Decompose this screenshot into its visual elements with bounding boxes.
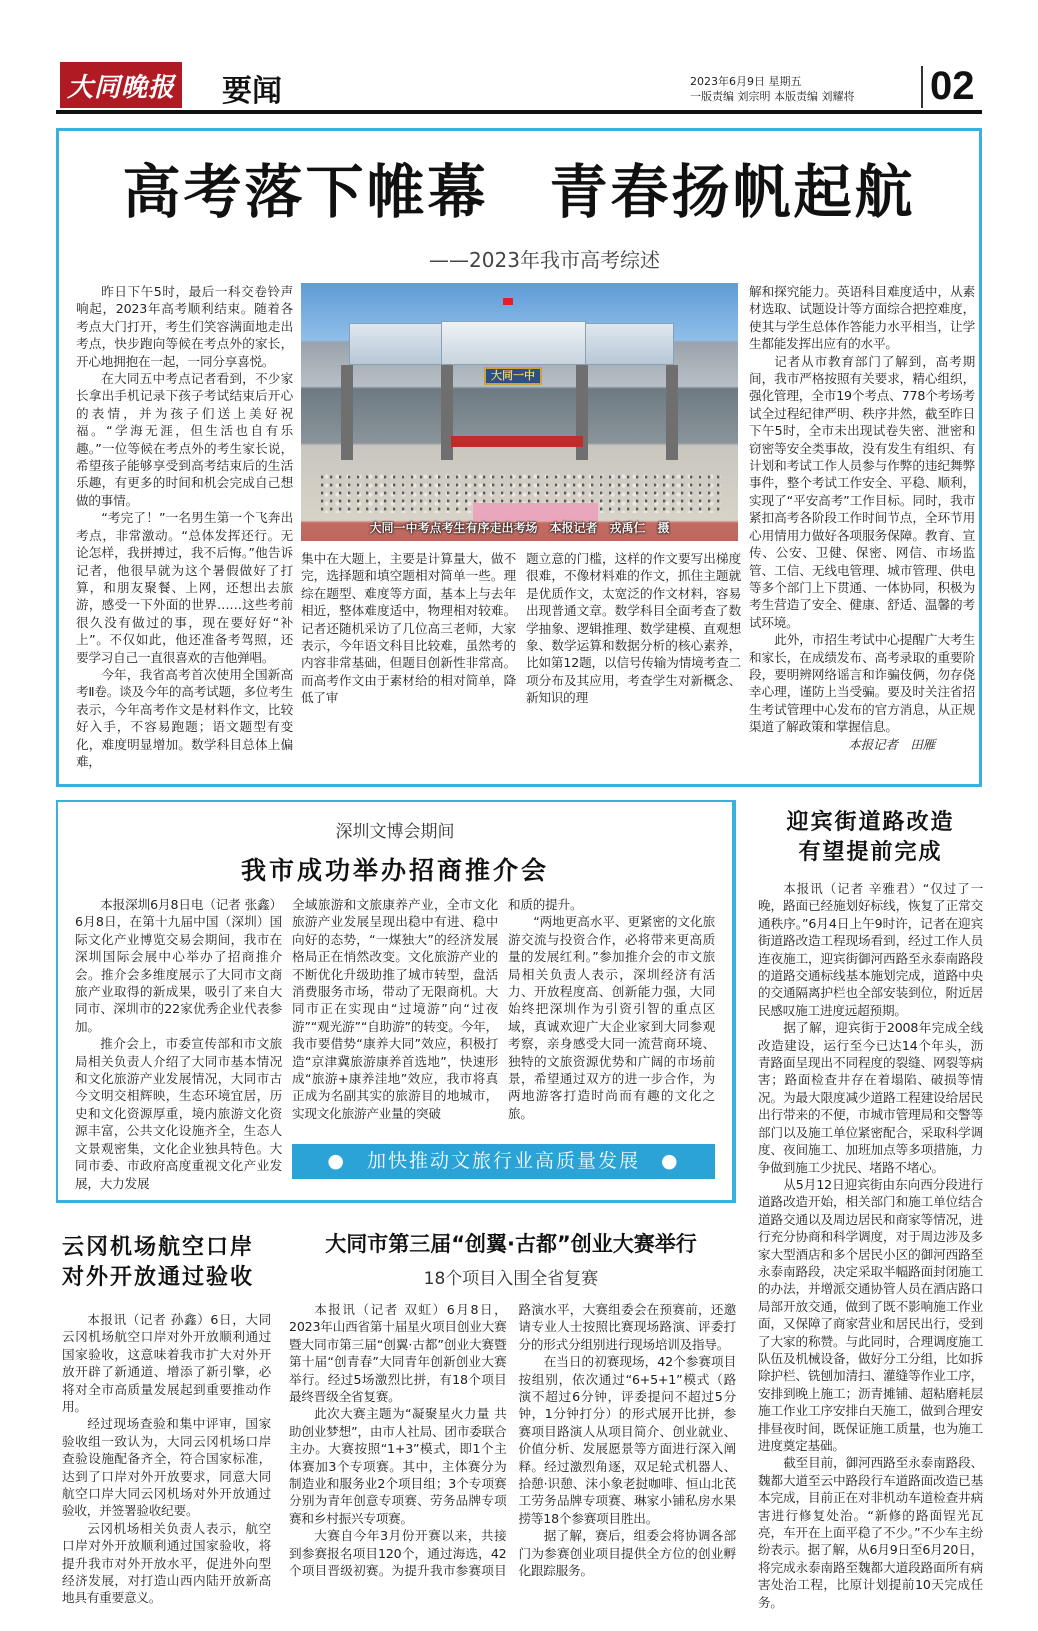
road-headline-line-1: 迎宾街道路改造 bbox=[786, 810, 955, 835]
red-banner bbox=[451, 436, 583, 447]
shenzhen-column-3 bbox=[508, 896, 715, 1122]
airport-headline-line-1: 云冈机场航空口岸 bbox=[62, 1234, 255, 1260]
editors: 一版责编 刘宗明 本版责编 刘耀将 bbox=[690, 90, 855, 103]
paragraph: 解和探究能力。英语科目难度适中，从素材选取、试题设计等方面综合把控难度，使其与学生总体作答能力水平相当，让学生都能发挥出应有的水平。 bbox=[749, 284, 975, 352]
airport-article-body bbox=[62, 1311, 271, 1607]
issue-date: 2023年6月9日 星期五 bbox=[690, 75, 802, 88]
paragraph: 今年，我省高考首次使用全国新高考Ⅱ卷。谈及今年的高考试题，多位考生表示，今年高考作文是材料作文，比较好入手，不容易跑题；语文题型有变化，难度明显增加。数学科目总体上偏难， bbox=[76, 666, 293, 769]
lead-subheadline: ——2023年我市高考综述 bbox=[429, 248, 660, 272]
contest-headline: 大同市第三届“创翼·古都”创业大赛举行 bbox=[325, 1231, 697, 1256]
paragraph: 据了解，迎宾街于2008年完成全线改造建设，运行至今已达14个年头，沥青路面呈现出不同程度的裂缝、网裂等病害；路面检查井存在着塌陷、破损等情况。为最大限度减少道路工程建设给居民出行带来的不便，市城市管理局和交警等部门以及施工单位紧密配合，采取科学调度、夜间施工、加班加点等多项措施，力争做到施工少扰民、堵路不堵心。 bbox=[758, 1020, 983, 1175]
paragraph: 从5月12日迎宾街由东向西分段进行道路改造开始，相关部门和施工单位结合道路交通以及周边居民和商家等情况，进行充分协商和科学调度，对于周边涉及多家大型酒店和多个居民小区的御河西路至永泰南路段，决定采取半幅路面封闭施工的办法，并增派交通协管人员在酒店路口局部开放交通，做到了既不影响施工作业面，又保障了商家营业和居民出行，受到了大家的称赞。与此同时，合理调度施工队伍及机械设备，做好分工分组，比如拆除护栏、铣刨加清扫、灌缝等作业工序，安排到晚上施工；沥青摊铺、超粘磨耗层施工作业工序安排白天施工，做到合理安排昼夜时间，既保证施工质量，也为施工进度奠定基础。 bbox=[758, 1176, 983, 1453]
byline: 本报记者 田雁 bbox=[848, 736, 935, 752]
newspaper-logo: 大同晚报 bbox=[60, 62, 182, 108]
paragraph: 记者从市教育部门了解到，高考期间，我市严格按照有关要求，精心组织，强化管理，全市19个考点、778个考场考试全过程纪律严明、秩序井然，截至昨日下午5时，全市未出现试卷失密、泄密和窃密等安全类事故，没有发生有组织、有计划和考试工作人员参与作弊的违纪舞弊事件，整个考试工作安全、平稳、顺利，实现了“平安高考”工作目标。同时，我市紧扣高考各阶段工作时间节点，全环节用心用情用力做好各项服务保障。教育、宣传、公安、卫健、保密、网信、市场监管、工信、无线电管理、城市管理、供电等多个部门上下贯通、一体协同，积极为考生营造了安全、健康、舒适、温馨的考试环境。 bbox=[749, 353, 975, 630]
paragraph: 本报讯（记者 辛雅君）“仅过了一晚，路面已经施划好标线，恢复了正常交通秩序。”6月4日上午9时许，记者在迎宾街道路改造工程现场看到，经过工作人员连夜施工，迎宾街御河西路至永泰南路段的道路交通标线基本施划完成，道路中央的交通隔离护栏也全部安装到位，附近居民感叹施工进度远超预期。 bbox=[758, 881, 983, 1018]
gate-pillar bbox=[666, 365, 678, 460]
paragraph: 截至目前，御河西路至永泰南路段、魏都大道至云中路段行车道路面改造已基本完成，目前正在对非机动车道检查井病害进行修复处治。“新修的路面锃光瓦亮，车开在上面平稳了不少。”不少车主纷纷表示。据了解，从6月9日至6月20日，将完成永泰南路至魏都大道段路面所有病害处治工程，比原计划提前10天完成任务。 bbox=[758, 1455, 983, 1610]
shenzhen-kicker: 深圳文博会期间 bbox=[335, 822, 455, 842]
gate-pillar bbox=[341, 365, 353, 460]
lead-middle-columns bbox=[301, 550, 741, 707]
paragraph: 昨日下午5时，最后一科交卷铃声响起，2023年高考顺利结束。随着各考点大门打开，考生们笑容满面地走出考点，快步跑向等候在考点外的家长，开心地拥抱在一起，一同分享喜悦。 bbox=[76, 284, 293, 369]
lead-column-2 bbox=[301, 550, 516, 707]
paragraph: 本报深圳6月8日电（记者 张鑫）6月8日，在第十九届中国（深圳）国际文化产业博览交易会期间，我市在深圳国际会展中心举办了招商推介会。推介会多维度展示了大同市文商旅产业取得的新成果，吸引了来自大同市、深圳市的22家优秀企业代表参加。 bbox=[75, 897, 282, 1034]
paragraph: 此外，市招生考试中心提醒广大考生和家长，在成绩发布、高考录取的重要阶段，要明辨网络谣言和诈骗伎俩，勿存侥幸心理，谨防上当受骗。要及时关注省招生考试管理中心发布的官方消息，从正规渠道了解政策和掌握信息。 bbox=[749, 632, 975, 735]
contest-article bbox=[286, 1233, 736, 1580]
lower-left bbox=[56, 800, 736, 1607]
section-title: 要闻 bbox=[222, 74, 282, 109]
road-article-body bbox=[758, 880, 983, 1611]
flag bbox=[503, 298, 513, 305]
contest-subheadline: 18个项目入围全省复赛 bbox=[423, 1268, 599, 1289]
paragraph: 在当日的初赛现场，42个参赛项目按组别，依次通过“6+5+1”模式（路演不超过6分钟，评委提问不超过5分钟，1分钟打分）的形式展开比拼，参赛项目路演人从项目简介、创业就业、价值分析、发展愿景等方面进行深入阐释。经过激烈角逐，双足轮式机器人、拾憩·识憩、沫小象老挝咖啡、恒山北芪工劳务品牌专项赛、琳家小铺私房水果捞等18个参赛项目胜出。 bbox=[518, 1354, 736, 1526]
airport-article bbox=[56, 1233, 271, 1607]
lead-photo bbox=[301, 283, 738, 541]
issue-meta bbox=[690, 74, 855, 104]
paragraph: 和质的提升。 bbox=[508, 897, 583, 912]
bottom-articles bbox=[56, 1233, 736, 1607]
airport-headline bbox=[62, 1233, 271, 1293]
paragraph: 大赛自今年3月份开赛以来，共接到参赛报名项目120个，通过海选，42个项目晋级初赛。为提升我市参赛项目路演水平，大赛组委会在预赛前，还邀请专业人士按照比赛现场路演、评委打分的形式分组别进行现场培训及指导。 bbox=[289, 1301, 736, 1578]
road-headline bbox=[758, 808, 983, 868]
road-article bbox=[758, 800, 983, 1611]
shenzhen-columns bbox=[75, 896, 715, 1192]
lead-column-4 bbox=[749, 283, 975, 753]
paragraph: 云冈机场相关负责人表示，航空口岸对外开放顺利通过国家验收，将提升我市对外开放水平，促进外向型经济发展，对打造山西内陆开放新高地具有重要意义。 bbox=[62, 1520, 271, 1606]
road-headline-line-2: 有望提前完成 bbox=[798, 840, 943, 865]
paragraph: 题立意的门槛，这样的作文要写出梯度很难，不像材料难的作文，抓住主题就是优质作文，太宽泛的作文材料，容易出现普通文章。数学科目全面考查了数学抽象、逻辑推理、数学建模、直观想象、数学运算和数据分析的核心素养，比如第12题，以信号传输为情境考查二项分布及其应用，考查学生对新概念、新知识的理 bbox=[526, 551, 741, 706]
shenzhen-column-1 bbox=[75, 896, 282, 1192]
lead-headline: 高考落下帷幕 青春扬帆起航 bbox=[122, 158, 916, 226]
header-rule bbox=[56, 110, 982, 114]
lead-middle bbox=[301, 283, 741, 707]
airport-headline-line-2: 对外开放通过验收 bbox=[62, 1264, 255, 1290]
divider bbox=[921, 66, 923, 108]
shenzhen-article-frame bbox=[56, 800, 736, 1203]
paragraph: 集中在大题上，主要是计算量大，做不完，选择题和填空题相对简单一些。理综在题型、难度等方面，基本上与去年相近，整体难度适中，物理相对较难。记者还随机采访了几位高三老师，大家表示，今年语文科目比较难，虽然考的内容非常基础，但题目创新性非常高。而高考作文由于素材给的相对简单，降低了审 bbox=[301, 551, 516, 706]
paragraph: 推介会上，市委宣传部和市文旅局相关负责人介绍了大同市基本情况和文化旅游产业发展情况，大同市古今文明交相辉映，生态环境宜居，历史和文化资源厚重，境内旅游文化资源丰富，公共文化设施齐全，生态人文景观密集，文化企业独具特色。大同市委、市政府高度重视文化产业发展，大力发展 bbox=[75, 1036, 282, 1191]
photo-caption: 大同一中考点考生有序走出考场 本报记者 戎禹仁 摄 bbox=[369, 521, 670, 535]
gate-sign: 大同一中 bbox=[484, 367, 542, 385]
contest-article-body bbox=[286, 1301, 736, 1580]
lead-column-3 bbox=[526, 550, 741, 707]
paragraph: “两地更高水平、更紧密的文化旅游交流与投资合作，必将带来更高质量的发展红利。”参加推介会的市文旅局相关负责人表示，深圳经济有活力、开放程度高、创新能力强，大同始终把深圳作为引资引智的重点区域，真诚欢迎广大企业家到大同参观考察，亲身感受大同一流营商环境、独特的文旅资源优势和广阔的市场前景，希望通过双方的进一步合作，为两地游客打造时尚而有趣的文化之旅。 bbox=[508, 914, 715, 1121]
gate-canopy-center bbox=[441, 321, 586, 365]
shenzhen-highlight-banner: ● 加快推动文旅行业高质量发展 ● bbox=[292, 1144, 715, 1179]
paragraph: 经过现场查验和集中评审，国家验收组一致认为，大同云冈机场口岸查验设施配备齐全，符合国家标准，达到了口岸对外开放要求，同意大同航空口岸大同云冈机场对外开放通过验收，并签署验收纪要。 bbox=[62, 1416, 271, 1519]
shenzhen-headline: 我市成功举办招商推介会 bbox=[240, 856, 549, 885]
lead-article-frame bbox=[56, 128, 982, 787]
paragraph: 本报讯（记者 孙鑫）6日，大同云冈机场航空口岸对外开放顺利通过国家验收，这意味着我市扩大对外开放开辟了新通道、增添了新引擎，必将对全市高质量发展起到重要推动作用。 bbox=[62, 1311, 271, 1414]
paragraph: 本报讯（记者 双虹）6月8日，2023年山西省第十届星火项目创业大赛暨大同市第三届“创翼·古都”创业大赛暨第十届“创青春”大同青年创新创业大赛举行。经过5场激烈比拼，有18个项目最终晋级全省复赛。 bbox=[289, 1301, 507, 1404]
lead-column-1 bbox=[76, 283, 293, 770]
page-number: 02 bbox=[930, 64, 975, 108]
shenzhen-column-2 bbox=[292, 896, 498, 1122]
paragraph: 据了解，赛后，组委会将协调各部门为参赛创业项目提供全方位的创业孵化跟踪服务。 bbox=[518, 1528, 736, 1578]
paragraph: 此次大赛主题为“凝聚星火力量 共助创业梦想”，由市人社局、团市委联合主办。大赛按照“1+3”模式，即1个主体赛加3个专项赛。其中，主体赛分为制造业和服务业2个项目组；3个专项赛分别为青年创意专项赛、劳务品牌专项赛和乡村振兴专项赛。 bbox=[289, 1406, 507, 1526]
paragraph: “考完了！”一名男生第一个飞奔出考点，非常激动。“总体发挥还行。无论怎样，我拼搏过，我不后悔。”他告诉记者，他很早就为这个暑假做好了打算，和朋友聚餐、上网，还想出去旅游，感受一下外面的世界……这些考前很久没有做过的事，现在要好好“补上”。不仅如此，他还准备考驾照，还要学习自己一直很喜欢的吉他弹唱。 bbox=[76, 510, 293, 665]
paragraph: 全域旅游和文旅康养产业，全市文化旅游产业发展呈现出稳中有进、稳中向好的态势，“一煤独大”的经济发展格局正在悄然改变。文化旅游产业的不断优化升级助推了城市转型，盘活消费服务市场，带动了无限商机。大同市正在实现由“过境游”向“过夜游”“观光游”“自助游”的转变。今年，我市要借势“康养大同”效应，积极打造“京津冀旅游康养首选地”，快速形成“旅游+康养洼地”效应，我市将真正成为名副其实的旅游目的地城市，实现文化旅游产业量的突破 bbox=[292, 897, 498, 1121]
paragraph: 在大同五中考点记者看到，不少家长拿出手机记录下孩子考试结束后开心的表情，并为孩子们送上美好祝福。“学海无涯，但生活也自有乐趣。”一位等候在考点外的考生家长说，希望孩子能够享受到高考结束后的生活乐趣，有更多的时间和机会完成自己想做的事情。 bbox=[76, 371, 293, 508]
lead-columns bbox=[76, 283, 973, 770]
lower-section bbox=[56, 800, 986, 1611]
